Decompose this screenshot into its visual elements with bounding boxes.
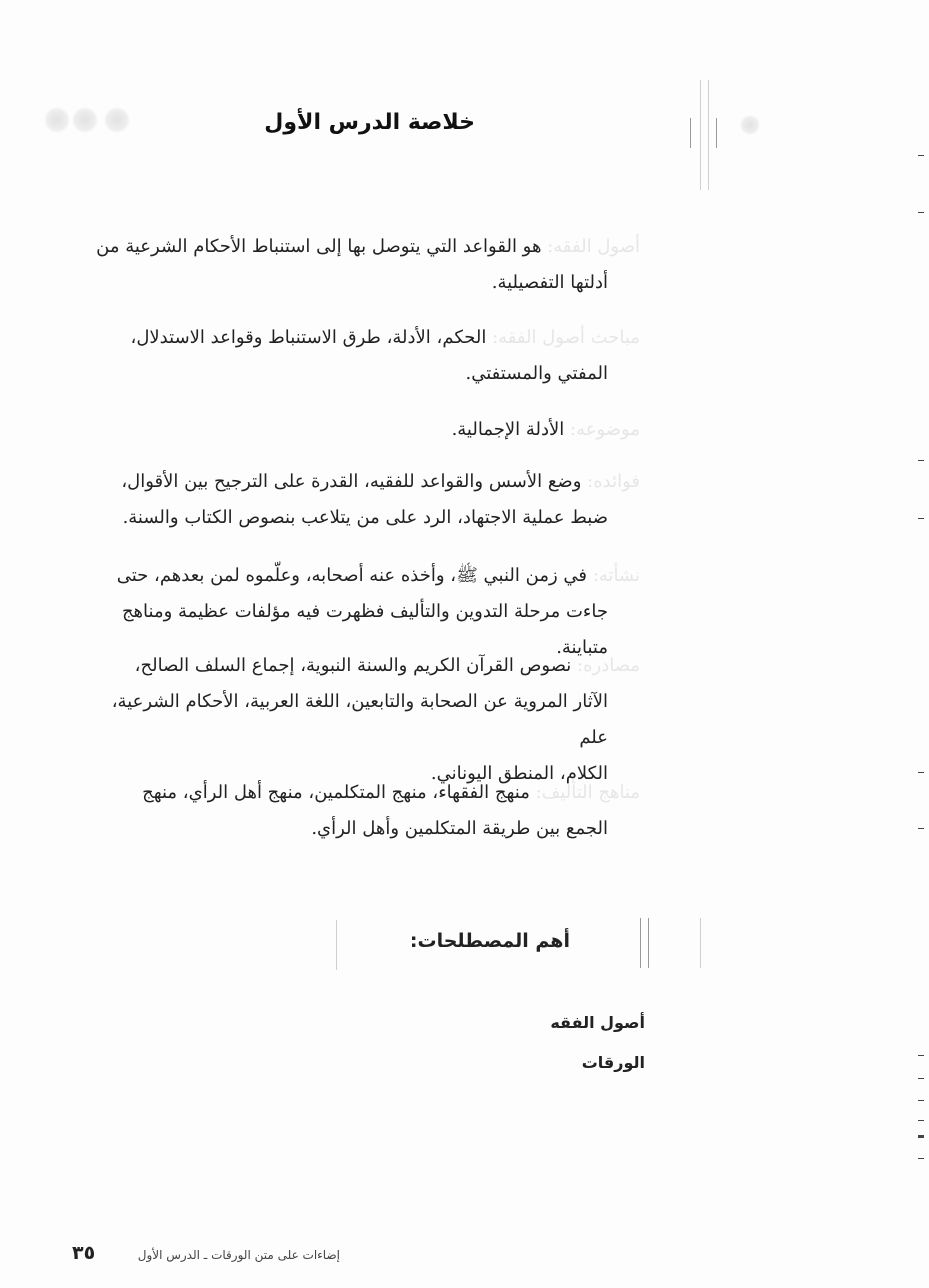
ornament-dots-left-3: [104, 107, 130, 133]
ornament-line: [700, 918, 701, 968]
terms-heading: أهم المصطلحات:: [409, 930, 570, 952]
paragraph-lead: نشأته:: [592, 565, 640, 586]
summary-paragraph: [80, 229, 640, 301]
summary-paragraph: [80, 775, 640, 847]
edge-mark: [918, 460, 924, 461]
page-title: خلاصة الدرس الأول: [264, 110, 475, 135]
edge-mark: [918, 212, 924, 213]
term-item: الورقات: [581, 1053, 645, 1072]
ornament-dots-left-2: [72, 107, 98, 133]
paragraph-lead: مباحث أصول الفقه:: [492, 327, 640, 348]
summary-paragraph: [80, 648, 640, 792]
paragraph-line: جاءت مرحلة التدوين والتأليف فظهرت فيه مؤلفات عظيمة ومناهج متباينة.: [121, 601, 608, 658]
running-title: إضاءات على متن الورقات ـ الدرس الأول: [137, 1248, 340, 1262]
paragraph-lead: أصول الفقه:: [547, 236, 640, 257]
paragraph-line: أدلتها التفصيلية.: [491, 272, 608, 293]
ornament-line: [716, 118, 717, 148]
paragraph-line: الجمع بين طريقة المتكلمين وأهل الرأي.: [311, 818, 608, 839]
ornament-line: [648, 918, 649, 968]
summary-paragraph: [80, 412, 640, 448]
paragraph-lead: فوائده:: [587, 471, 640, 492]
edge-mark: [918, 1100, 924, 1101]
summary-paragraph: [80, 320, 640, 392]
summary-paragraph: [80, 464, 640, 536]
paragraph-line: أصول الفقه: هو القواعد التي يتوصل بها إلى استنباط الأحكام الشرعية من: [96, 236, 640, 257]
edge-mark: [918, 518, 924, 519]
paragraph-line: فوائده: وضع الأسس والقواعد للفقيه، القدرة على الترجيح بين الأقوال،: [121, 471, 640, 492]
paragraph-lead: موضوعه:: [570, 419, 640, 440]
ornament-dots-left: [44, 107, 70, 133]
edge-mark: [918, 1120, 924, 1121]
paragraph-line: ضبط عملية الاجتهاد، الرد على من يتلاعب بنصوص الكتاب والسنة.: [122, 507, 608, 528]
edge-mark: [918, 1078, 924, 1079]
paragraph-line: مباحث أصول الفقه: الحكم، الأدلة، طرق الاستنباط وقواعد الاستدلال،: [130, 327, 640, 348]
paragraph-line: موضوعه: الأدلة الإجمالية.: [451, 419, 640, 440]
term-item: أصول الفقه: [550, 1013, 645, 1032]
edge-mark: [918, 1055, 924, 1056]
paragraph-line: الآثار المروية عن الصحابة والتابعين، اللغة العربية، الأحكام الشرعية، علم: [111, 691, 608, 748]
paragraph-lead: مناهج التأليف:: [535, 782, 640, 803]
ornament-line: [690, 118, 691, 148]
paragraph-lead: مصادره:: [577, 655, 640, 676]
ornament-line: [336, 920, 337, 970]
edge-mark: [918, 1135, 924, 1138]
edge-mark: [918, 772, 924, 773]
edge-mark: [918, 1158, 924, 1159]
paragraph-line: نشأته: في زمن النبي ﷺ، وأخذه عنه أصحابه، وعلّموه لمن بعدهم، حتى: [116, 565, 640, 586]
page-number: ٣٥: [72, 1242, 96, 1264]
ornament-line: [708, 80, 709, 190]
edge-mark: [918, 155, 924, 156]
edge-mark: [918, 828, 924, 829]
ornament-line: [640, 918, 641, 968]
ornament-line: [700, 80, 701, 190]
paragraph-line: مناهج التأليف: منهج الفقهاء، منهج المتكلمين، منهج أهل الرأي، منهج: [142, 782, 640, 803]
ornament-dots-right: [740, 115, 760, 135]
paragraph-line: المفتي والمستفتي.: [465, 363, 608, 384]
paragraph-line: مصادره: نصوص القرآن الكريم والسنة النبوية، إجماع السلف الصالح،: [134, 655, 640, 676]
paragraph-line: الكلام، المنطق اليوناني.: [430, 763, 608, 784]
